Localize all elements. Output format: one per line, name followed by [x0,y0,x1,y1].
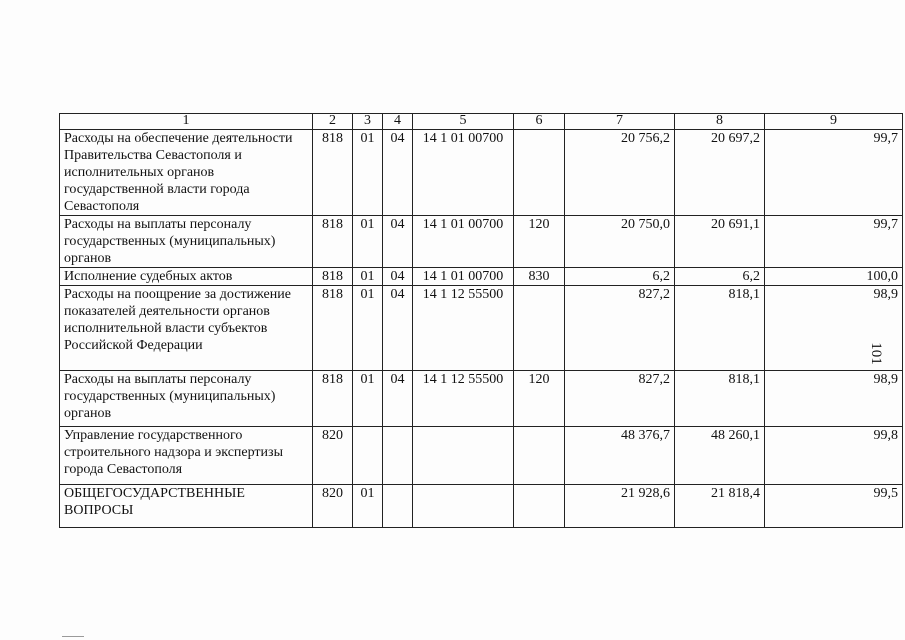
column-header: 6 [514,114,565,130]
row-csr [413,485,514,528]
row-gr: 820 [313,427,353,485]
table-row [60,371,903,427]
row-csr: 14 1 01 00700 [413,130,514,216]
row-pr: 04 [383,130,413,216]
row-name: ОБЩЕГОСУДАРСТВЕННЫЕ ВОПРОСЫ [60,485,313,528]
table-row [60,216,903,268]
header-row [60,114,903,130]
row-gr: 818 [313,286,353,371]
row-plan: 20 750,0 [565,216,675,268]
table-row [60,268,903,286]
row-gr: 818 [313,268,353,286]
row-pct: 99,7 [765,130,903,216]
row-name: Управление государственного строительного надзора и экспертизы города Севастополя [60,427,313,485]
row-plan: 6,2 [565,268,675,286]
row-pr: 04 [383,371,413,427]
row-gr: 818 [313,371,353,427]
row-pr [383,485,413,528]
row-vr [514,485,565,528]
row-rz: 01 [353,485,383,528]
row-csr: 14 1 01 00700 [413,268,514,286]
row-name: Расходы на обеспечение деятельности Правительства Севастополя и исполнительных органов государственной власти города Севастополя [60,130,313,216]
row-pct: 98,9 [765,371,903,427]
row-pr: 04 [383,216,413,268]
column-header: 1 [60,114,313,130]
table-row [60,485,903,528]
row-pr: 04 [383,286,413,371]
column-header: 8 [675,114,765,130]
row-fact: 20 697,2 [675,130,765,216]
row-pct: 100,0 [765,268,903,286]
table-row [60,130,903,216]
column-header: 9 [765,114,903,130]
column-header: 2 [313,114,353,130]
row-vr: 120 [514,371,565,427]
row-csr [413,427,514,485]
column-header: 5 [413,114,514,130]
row-csr: 14 1 12 55500 [413,371,514,427]
row-pr: 04 [383,268,413,286]
column-header: 4 [383,114,413,130]
row-pct: 98,9 [765,286,903,371]
row-fact: 48 260,1 [675,427,765,485]
row-name: Расходы на выплаты персоналу государственных (муниципальных) органов [60,371,313,427]
row-gr: 818 [313,216,353,268]
row-fact: 818,1 [675,371,765,427]
row-plan: 20 756,2 [565,130,675,216]
scan-artifact-line [62,636,84,637]
row-name: Расходы на поощрение за достижение показателей деятельности органов исполнительной власти субъектов Российской Федерации [60,286,313,371]
row-pct: 99,5 [765,485,903,528]
table-row [60,286,903,371]
row-vr: 830 [514,268,565,286]
row-rz [353,427,383,485]
row-rz: 01 [353,371,383,427]
row-vr: 120 [514,216,565,268]
row-pct: 99,8 [765,427,903,485]
row-fact: 20 691,1 [675,216,765,268]
row-plan: 827,2 [565,371,675,427]
row-rz: 01 [353,268,383,286]
table-row [60,427,903,485]
column-header: 3 [353,114,383,130]
budget-table [59,113,903,528]
row-csr: 14 1 01 00700 [413,216,514,268]
row-rz: 01 [353,130,383,216]
row-plan: 48 376,7 [565,427,675,485]
row-csr: 14 1 12 55500 [413,286,514,371]
row-gr: 818 [313,130,353,216]
row-name: Исполнение судебных актов [60,268,313,286]
row-vr [514,130,565,216]
row-vr [514,286,565,371]
row-fact: 6,2 [675,268,765,286]
row-name: Расходы на выплаты персоналу государственных (муниципальных) органов [60,216,313,268]
row-plan: 21 928,6 [565,485,675,528]
row-fact: 818,1 [675,286,765,371]
row-fact: 21 818,4 [675,485,765,528]
row-rz: 01 [353,216,383,268]
column-header: 7 [565,114,675,130]
row-vr [514,427,565,485]
row-pct: 99,7 [765,216,903,268]
row-pr [383,427,413,485]
row-rz: 01 [353,286,383,371]
row-gr: 820 [313,485,353,528]
row-plan: 827,2 [565,286,675,371]
page-number: 101 [867,342,884,365]
